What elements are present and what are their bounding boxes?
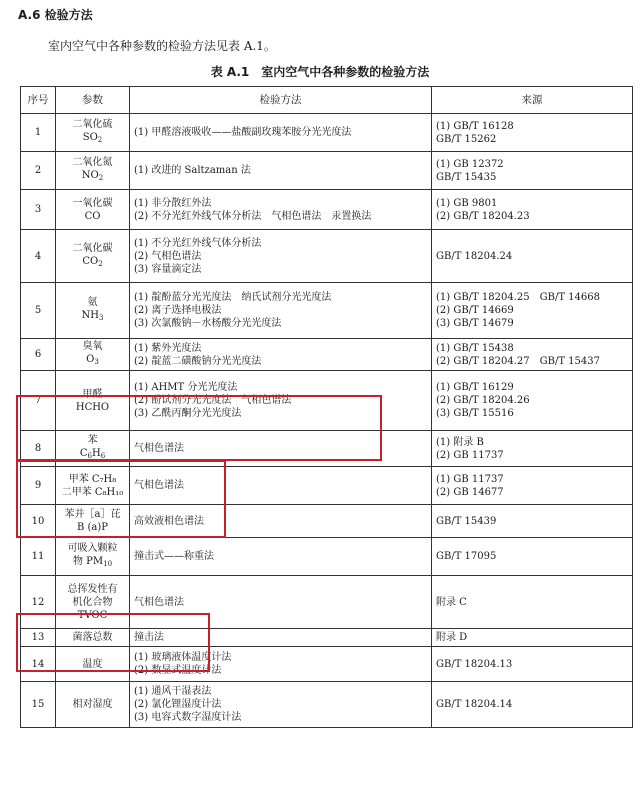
formula-symbol: HCHO xyxy=(75,401,110,413)
param-name: 甲醛 xyxy=(82,388,103,400)
source-line: (2) GB/T 18204.23 xyxy=(436,210,530,222)
source-cell xyxy=(432,190,633,230)
source-line: GB/T 18204.13 xyxy=(436,658,513,670)
source-line: (1) GB/T 18204.25 GB/T 14668 xyxy=(436,292,600,303)
row-number: 12 xyxy=(21,576,56,629)
source-cell xyxy=(432,431,633,467)
table-row xyxy=(21,114,633,152)
formula-symbol: O xyxy=(86,354,95,365)
source-line: (1) 附录 B xyxy=(436,436,484,448)
method-cell xyxy=(130,190,432,230)
method-cell xyxy=(130,230,432,283)
param-name: 可吸入颗粒 xyxy=(67,543,118,554)
method-line: (1) 玻璃液体温度计法 xyxy=(134,652,232,663)
param-formula xyxy=(60,131,125,147)
param-name: 菌落总数 xyxy=(72,632,113,643)
formula-symbol: CO xyxy=(82,255,99,267)
row-number: 15 xyxy=(21,682,56,728)
source-cell xyxy=(432,467,633,505)
method-line: (2) 离子选择电极法 xyxy=(134,305,222,316)
formula-subscript: 2 xyxy=(97,136,103,144)
param-name: 二氧化氮 xyxy=(72,157,113,168)
method-line: (2) 酚试剂分光光度法 气相色谱法 xyxy=(134,395,292,406)
param-cell xyxy=(56,114,130,152)
method-cell xyxy=(130,505,432,538)
method-line: (3) 容量滴定法 xyxy=(134,263,202,275)
method-cell xyxy=(130,371,432,431)
source-line: (1) GB 9801 xyxy=(436,197,498,209)
header-no: 序号 xyxy=(21,87,56,114)
formula-subscript: 6 xyxy=(87,452,92,460)
row-number: 1 xyxy=(21,114,56,152)
source-line: (2) GB/T 18204.27 GB/T 15437 xyxy=(436,355,600,367)
formula-symbol: TVOC xyxy=(77,609,108,621)
methods-table xyxy=(20,86,633,728)
table-row xyxy=(21,629,633,647)
row-number: 5 xyxy=(21,283,56,339)
table-row xyxy=(21,576,633,629)
method-line: (2) 气相色谱法 xyxy=(134,250,202,262)
source-cell xyxy=(432,505,633,538)
table-row xyxy=(21,339,633,371)
method-cell xyxy=(130,629,432,647)
method-line: (1) 甲醛溶液吸收——盐酸副玫瑰苯胺分光光度法 xyxy=(134,127,352,138)
param-name: 氨 xyxy=(87,297,98,308)
table-caption: 表 A.1 室内空气中各种参数的检验方法 xyxy=(210,65,430,79)
formula-subscript: 2 xyxy=(98,174,104,182)
source-cell xyxy=(432,576,633,629)
method-line: 高效液相色谱法 xyxy=(134,515,204,527)
intro-text: 室内空气中各种参数的检验方法见表 A.1。 xyxy=(48,39,276,53)
formula-subscript: 2 xyxy=(98,259,103,268)
param-name-2: 二甲苯 C₈H₁₀ xyxy=(61,486,124,498)
method-cell xyxy=(130,682,432,728)
source-cell xyxy=(432,283,633,339)
table-row xyxy=(21,682,633,728)
method-line: (1) 靛酚蓝分光光度法 纳氏试剂分光光度法 xyxy=(134,292,332,303)
formula-subscript: 10 xyxy=(103,560,113,568)
method-cell xyxy=(130,576,432,629)
source-line: (2) GB/T 14669 xyxy=(436,305,514,316)
param-formula xyxy=(60,609,125,622)
table-row xyxy=(21,538,633,576)
source-line: GB/T 18204.24 xyxy=(436,250,513,262)
param-formula xyxy=(60,309,125,325)
source-cell xyxy=(432,230,633,283)
header-source: 来源 xyxy=(432,87,633,114)
method-cell xyxy=(130,283,432,339)
method-line: (3) 次氯酸钠－水杨酸分光光度法 xyxy=(134,318,282,329)
param-cell xyxy=(56,629,130,647)
source-line: GB/T 15262 xyxy=(436,133,497,145)
formula-symbol: NO xyxy=(81,170,99,181)
param-name: 温度 xyxy=(82,658,103,670)
section-title: A.6 检验方法 xyxy=(18,8,93,22)
param-formula xyxy=(60,401,125,414)
param-cell xyxy=(56,647,130,682)
source-line: (2) GB 14677 xyxy=(436,486,504,498)
method-line: 气相色谱法 xyxy=(134,480,184,491)
source-line: GB/T 18204.14 xyxy=(436,699,513,710)
table-row xyxy=(21,467,633,505)
method-line: (2) 不分光红外线气体分析法 气相色谱法 汞置换法 xyxy=(134,210,372,222)
table-row xyxy=(21,152,633,190)
method-line: (3) 电容式数字湿度计法 xyxy=(134,712,242,723)
param-name: 苯并［a］芘 xyxy=(64,509,121,520)
param-cell xyxy=(56,339,130,371)
source-line: (1) GB/T 16128 xyxy=(436,120,514,132)
header-method: 检验方法 xyxy=(130,87,432,114)
param-formula xyxy=(60,521,125,534)
source-line: (3) GB/T 14679 xyxy=(436,318,514,329)
method-line: 气相色谱法 xyxy=(134,443,184,454)
table-row xyxy=(21,647,633,682)
method-line: (1) 非分散红外法 xyxy=(134,197,212,209)
param-formula xyxy=(60,447,125,463)
formula-symbol: SO xyxy=(82,132,98,143)
row-number: 11 xyxy=(21,538,56,576)
row-number: 10 xyxy=(21,505,56,538)
method-line: (2) 氯化锂湿度计法 xyxy=(134,699,222,710)
formula-symbol: 物 PM xyxy=(72,556,104,567)
param-cell xyxy=(56,283,130,339)
source-cell xyxy=(432,371,633,431)
table-row xyxy=(21,505,633,538)
formula-subscript: 3 xyxy=(99,314,104,322)
method-line: (2) 数显式温度计法 xyxy=(134,665,222,676)
source-line: (1) GB/T 15438 xyxy=(436,342,514,354)
method-line: 气相色谱法 xyxy=(134,596,184,608)
param-formula xyxy=(60,555,125,571)
param-formula xyxy=(60,255,125,271)
method-cell xyxy=(130,431,432,467)
table-row xyxy=(21,283,633,339)
row-number: 14 xyxy=(21,647,56,682)
formula-symbol: CO xyxy=(84,210,101,222)
table-row xyxy=(21,371,633,431)
param-name: 二氧化硫 xyxy=(72,119,113,130)
formula-symbol: NH xyxy=(81,310,99,321)
method-line: 撞击法 xyxy=(134,632,164,643)
param-cell xyxy=(56,431,130,467)
source-cell xyxy=(432,114,633,152)
method-line: (1) 通风干湿表法 xyxy=(134,686,212,697)
source-line: GB/T 15439 xyxy=(436,515,497,527)
formula-subscript: 3 xyxy=(94,358,99,366)
param-cell xyxy=(56,538,130,576)
method-line: 撞击式——称重法 xyxy=(134,551,214,562)
table-row xyxy=(21,190,633,230)
param-name: 甲苯 C₇H₈ xyxy=(68,473,117,485)
param-name-2: 机化合物 xyxy=(72,596,113,608)
row-number: 7 xyxy=(21,371,56,431)
source-cell xyxy=(432,339,633,371)
method-line: (3) 乙酰丙酮分光光度法 xyxy=(134,408,242,419)
param-formula xyxy=(60,210,125,223)
source-cell xyxy=(432,682,633,728)
param-name: 相对湿度 xyxy=(72,699,113,710)
param-cell xyxy=(56,230,130,283)
row-number: 13 xyxy=(21,629,56,647)
method-cell xyxy=(130,339,432,371)
method-cell xyxy=(130,538,432,576)
source-line: (2) GB 11737 xyxy=(436,449,504,461)
method-line: (1) AHMT 分光光度法 xyxy=(134,382,238,393)
source-line: 附录 D xyxy=(436,632,468,643)
param-cell xyxy=(56,371,130,431)
param-cell xyxy=(56,576,130,629)
formula-symbol: H xyxy=(91,448,101,459)
method-line: (1) 不分光红外线气体分析法 xyxy=(134,237,262,249)
formula-symbol: B (a)P xyxy=(76,522,109,533)
source-line: GB/T 17095 xyxy=(436,551,497,562)
param-name: 二氧化碳 xyxy=(72,242,113,254)
row-number: 3 xyxy=(21,190,56,230)
formula-subscript: 6 xyxy=(100,452,106,460)
param-name: 一氧化碳 xyxy=(72,197,113,209)
param-cell xyxy=(56,152,130,190)
param-name: 总挥发性有 xyxy=(67,583,118,595)
method-line: (1) 改进的 Saltzaman 法 xyxy=(134,165,251,176)
table-row xyxy=(21,230,633,283)
source-cell xyxy=(432,629,633,647)
header-param: 参数 xyxy=(56,87,130,114)
param-cell xyxy=(56,190,130,230)
param-name: 臭氧 xyxy=(82,341,103,352)
source-cell xyxy=(432,538,633,576)
row-number: 4 xyxy=(21,230,56,283)
row-number: 6 xyxy=(21,339,56,371)
param-cell xyxy=(56,505,130,538)
source-line: (2) GB/T 18204.26 xyxy=(436,395,530,406)
source-line: (1) GB 12372 xyxy=(436,158,504,170)
row-number: 8 xyxy=(21,431,56,467)
method-cell xyxy=(130,152,432,190)
source-cell xyxy=(432,152,633,190)
method-cell xyxy=(130,467,432,505)
row-number: 2 xyxy=(21,152,56,190)
method-line: (1) 紫外光度法 xyxy=(134,342,202,354)
source-line: (3) GB/T 15516 xyxy=(436,408,514,419)
source-line: 附录 C xyxy=(436,596,467,608)
source-cell xyxy=(432,647,633,682)
source-line: (1) GB 11737 xyxy=(436,473,504,485)
source-line: (1) GB/T 16129 xyxy=(436,382,514,393)
param-formula xyxy=(60,169,125,185)
method-cell xyxy=(130,647,432,682)
table-row xyxy=(21,431,633,467)
method-line: (2) 靛蓝二磺酸钠分光光度法 xyxy=(134,355,262,367)
param-formula xyxy=(60,353,125,369)
param-name: 苯 xyxy=(87,435,98,446)
method-cell xyxy=(130,114,432,152)
row-number: 9 xyxy=(21,467,56,505)
param-cell xyxy=(56,682,130,728)
formula-symbol: C xyxy=(79,448,88,459)
source-line: GB/T 15435 xyxy=(436,171,497,183)
param-cell xyxy=(56,467,130,505)
table-header-row xyxy=(21,87,633,114)
